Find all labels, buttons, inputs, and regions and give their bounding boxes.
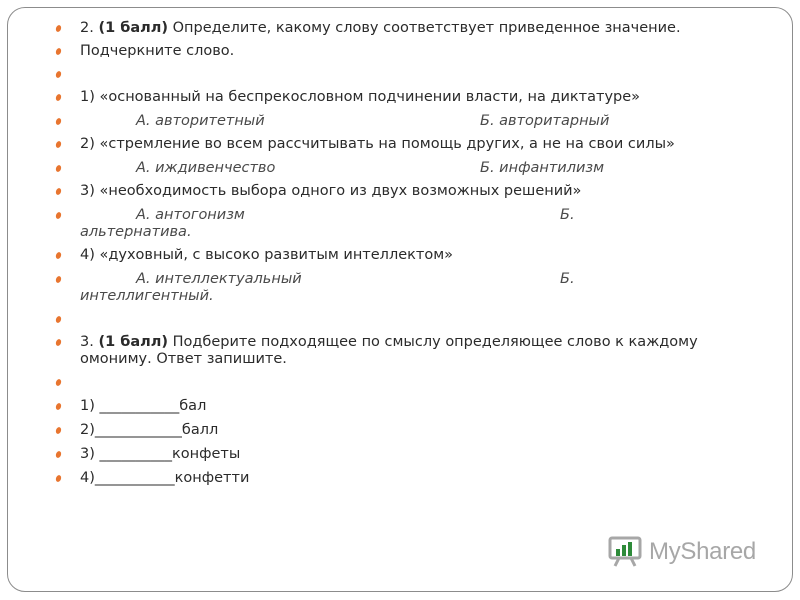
q2-item-text: 4) «духовный, с высоко развитым интеллектом» [80, 247, 454, 263]
q3-instruction: Подберите подходящее по смыслу определяющее слово к каждому [172, 334, 698, 350]
option-b: Б. авторитарный [480, 113, 610, 129]
empty-bullet [56, 374, 756, 391]
q3-number: 3. [80, 334, 94, 350]
option-a: А. авторитетный [136, 113, 265, 129]
slide-content [56, 20, 756, 487]
q2-instruction-line2 [56, 43, 756, 60]
q2-instruction2: Подчеркните слово. [80, 43, 235, 59]
q2-item-2-options [56, 160, 756, 177]
option-a: А. антогонизм [136, 207, 245, 223]
empty-bullet [56, 66, 756, 83]
q3-line-4 [56, 470, 756, 487]
empty-bullet [56, 311, 756, 328]
answer-line: 4)___________конфетти [80, 470, 250, 486]
option-b: Б. [560, 207, 575, 223]
q3-heading [56, 334, 756, 368]
q2-number: 2. [80, 20, 94, 36]
q2-item-4 [56, 247, 756, 264]
q2-item-1-options [56, 113, 756, 130]
q3-points: (1 балл) [98, 334, 168, 350]
q2-item-3-options [56, 207, 756, 241]
q2-points: (1 балл) [98, 20, 168, 36]
answer-line: 1) ___________бал [80, 398, 207, 414]
presentation-board-icon [607, 536, 643, 568]
option-b-continued: интеллигентный. [80, 288, 214, 304]
q2-item-4-options [56, 271, 756, 305]
q3-line-3 [56, 446, 756, 463]
q2-item-text: 1) «основанный на беспрекословном подчинении власти, на диктатуре» [80, 89, 641, 105]
q2-item-text: 3) «необходимость выбора одного из двух возможных решений» [80, 183, 582, 199]
q2-item-1 [56, 89, 756, 106]
option-a: А. иждивенчество [136, 160, 276, 176]
q2-item-text: 2) «стремление во всем рассчитывать на помощь других, а не на свои силы» [80, 136, 675, 152]
q2-heading [56, 20, 756, 37]
option-b: Б. инфантилизм [480, 160, 605, 176]
option-b-continued: альтернатива. [80, 224, 192, 240]
logo-text: MyShared [649, 538, 756, 565]
q3-line-1 [56, 398, 756, 415]
q3-instruction2: омониму. Ответ запишите. [80, 351, 287, 367]
q3-line-2 [56, 422, 756, 439]
q2-instruction: Определите, какому слову соответствует приведенное значение. [172, 20, 681, 36]
answer-line: 3) __________конфеты [80, 446, 241, 462]
option-b: Б. [560, 271, 575, 287]
option-a: А. интеллектуальный [136, 271, 302, 287]
myshared-logo [607, 536, 756, 568]
q2-item-3 [56, 183, 756, 200]
answer-line: 2)____________балл [80, 422, 219, 438]
q2-item-2 [56, 136, 756, 153]
